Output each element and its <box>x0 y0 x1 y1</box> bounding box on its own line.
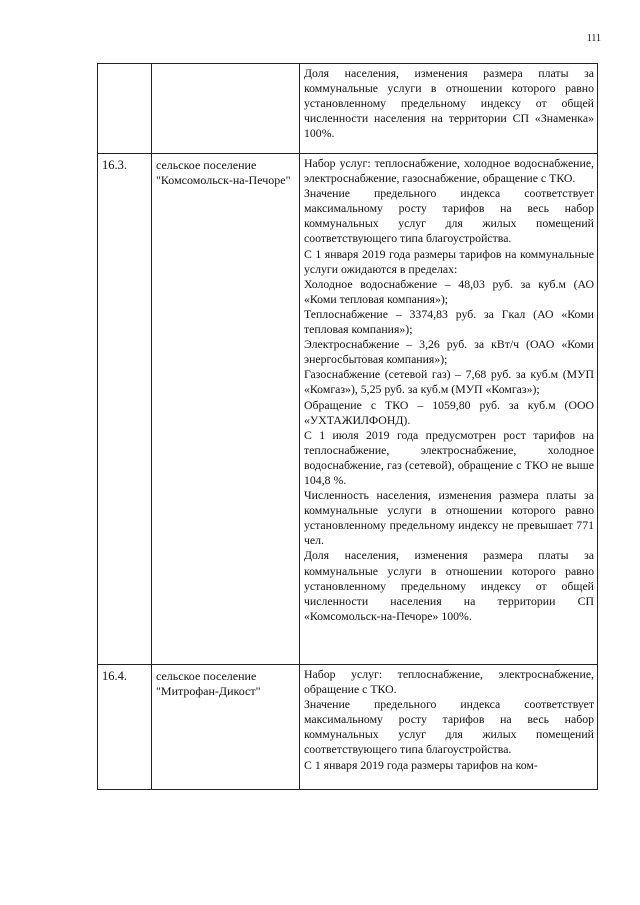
row-description <box>300 154 598 665</box>
paragraph: Набор услуг: теплоснабжение, холодное водоснабжение, электроснабжение, газоснабжение, обращение с ТКО. <box>304 156 594 186</box>
paragraph: Доля населения, изменения размера платы за коммунальные услуги в отношении которого равно установленному предельному индексу от общей численности населения на территории СП «Знаменка» 100%. <box>304 66 594 141</box>
paragraph: Обращение с ТКО – 1059,80 руб. за куб.м (ООО «УХТАЖИЛФОНД). <box>304 397 594 427</box>
paragraph: Доля населения, изменения размера платы за коммунальные услуги в отношении которого равно установленному предельному индексу от общей численности населения на территории СП «Комсомольск-на-Печоре» 100%. <box>304 548 594 623</box>
paragraph: С 1 июля 2019 года предусмотрен рост тарифов на теплоснабжение, электроснабжение, холодное водоснабжение, газ (сетевой), обращение с ТКО не выше 104,8 %. <box>304 427 594 487</box>
row-number: 16.3. <box>98 154 152 665</box>
table-row <box>98 154 598 665</box>
row-number: 16.4. <box>98 665 152 790</box>
paragraph: С 1 января 2019 года размеры тарифов на коммунальные услуги ожидаются в пределах: <box>304 246 594 276</box>
paragraph: Теплоснабжение – 3374,83 руб. за Гкал (АО «Коми тепловая компания»); <box>304 306 594 337</box>
settlement-name: сельское поселение "Комсомольск-на-Печоре" <box>152 154 300 665</box>
tariff-table <box>97 63 598 790</box>
settlement-name <box>152 64 300 154</box>
row-number <box>98 64 152 154</box>
table-row <box>98 64 598 154</box>
paragraph: Холодное водоснабжение – 48,03 руб. за куб.м (АО «Коми тепловая компания»); <box>304 276 594 306</box>
paragraph: Значение предельного индекса соответствует максимальному росту тарифов на весь набор коммунальных услуг для жилых помещений соответствующего типа благоустройства. <box>304 186 594 246</box>
paragraph: Электроснабжение – 3,26 руб. за кВт/ч (ОАО «Коми энергосбытовая компания»); <box>304 337 594 367</box>
table-row <box>98 665 598 790</box>
paragraph: Значение предельного индекса соответствует максимальному росту тарифов на весь набор коммунальных услуг для жилых помещений соответствующего типа благоустройства. <box>304 697 594 757</box>
row-description <box>300 64 598 154</box>
paragraph: Набор услуг: теплоснабжение, электроснабжение, обращение с ТКО. <box>304 667 594 697</box>
paragraph: С 1 января 2019 года размеры тарифов на ком- <box>304 757 538 772</box>
settlement-name: сельское поселение "Митрофан-Дикост" <box>152 665 300 790</box>
paragraph: Газоснабжение (сетевой газ) – 7,68 руб. за куб.м (МУП «Комгаз»), 5,25 руб. за куб.м (МУП «Комгаз»); <box>304 367 594 397</box>
paragraph: Численность населения, изменения размера платы за коммунальные услуги в отношении которого равно установленному предельному индексу не превышает 771 чел. <box>304 488 594 548</box>
page-number: 111 <box>586 33 601 44</box>
row-description <box>300 665 598 790</box>
